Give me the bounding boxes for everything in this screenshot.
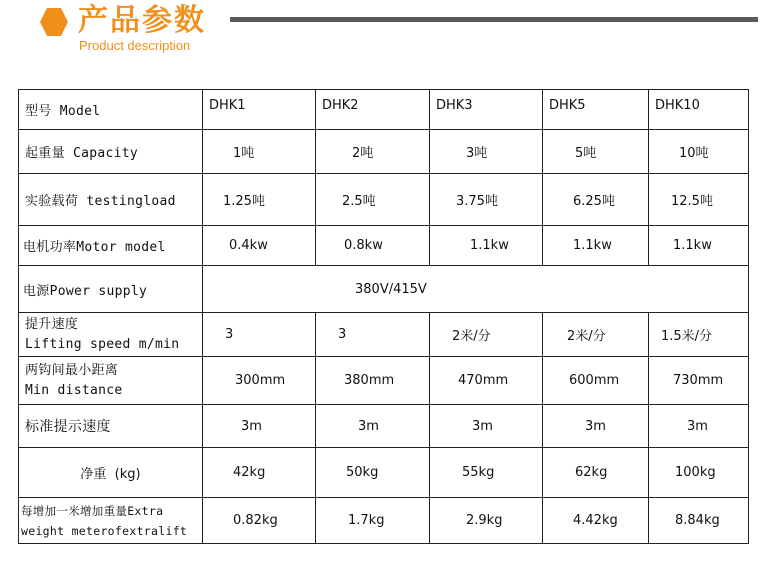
cell-motor-4: 1.1kw xyxy=(543,226,649,266)
label-extraweight-line2: weight meterofextralift xyxy=(21,523,188,538)
label-model: 型号 Model xyxy=(19,90,203,130)
spec-table xyxy=(18,89,749,544)
cell-lifting-4: 2米/分 xyxy=(543,313,649,357)
cell-extraweight-3: 2.9kg xyxy=(430,498,543,544)
cell-lifting-5: 1.5米/分 xyxy=(649,313,749,357)
label-testload: 实验载荷 testingload xyxy=(19,174,203,226)
label-mindist-cn: 两钩间最小距离 xyxy=(25,362,119,378)
page-subtitle: Product description xyxy=(79,38,191,53)
cell-mindist-1: 300mm xyxy=(203,357,316,405)
cell-extraweight-5: 8.84kg xyxy=(649,498,749,544)
cell-motor-1: 0.4kw xyxy=(203,226,316,266)
label-stdlift: 标准提示速度 xyxy=(19,405,203,448)
table-row-testload xyxy=(19,174,749,226)
cell-power: 380V/415V xyxy=(203,266,749,313)
cell-netweight-2: 50kg xyxy=(316,448,430,498)
header-model-5: DHK10 xyxy=(649,90,749,130)
cell-stdlift-5: 3m xyxy=(649,405,749,448)
header-rule xyxy=(230,17,758,22)
label-mindist-en: Min distance xyxy=(25,382,123,398)
label-extraweight xyxy=(19,498,203,544)
label-mindist xyxy=(19,357,203,405)
cell-mindist-2: 380mm xyxy=(316,357,430,405)
cell-lifting-2: 3 xyxy=(316,313,430,357)
label-netweight: 净重 (kg) xyxy=(19,448,203,498)
label-motor: 电机功率Motor model xyxy=(19,226,203,266)
label-lifting xyxy=(19,313,203,357)
cell-testload-4: 6.25吨 xyxy=(543,174,649,226)
header-model-1: DHK1 xyxy=(203,90,316,130)
cell-motor-3: 1.1kw xyxy=(430,226,543,266)
cell-capacity-1: 1吨 xyxy=(203,130,316,174)
table-row-stdlift xyxy=(19,405,749,448)
label-capacity: 起重量 Capacity xyxy=(19,130,203,174)
table-row-model xyxy=(19,90,749,130)
hexagon-icon xyxy=(40,8,68,36)
table-row-mindist xyxy=(19,357,749,405)
cell-mindist-5: 730mm xyxy=(649,357,749,405)
cell-capacity-3: 3吨 xyxy=(430,130,543,174)
header-model-4: DHK5 xyxy=(543,90,649,130)
table-row-extraweight xyxy=(19,498,749,544)
cell-extraweight-4: 4.42kg xyxy=(543,498,649,544)
cell-extraweight-1: 0.82kg xyxy=(203,498,316,544)
cell-lifting-1: 3 xyxy=(203,313,316,357)
table-row-motor xyxy=(19,226,749,266)
header-model-2: DHK2 xyxy=(316,90,430,130)
cell-testload-5: 12.5吨 xyxy=(649,174,749,226)
cell-netweight-1: 42kg xyxy=(203,448,316,498)
cell-motor-2: 0.8kw xyxy=(316,226,430,266)
table-row-netweight xyxy=(19,448,749,498)
cell-testload-1: 1.25吨 xyxy=(203,174,316,226)
cell-motor-5: 1.1kw xyxy=(649,226,749,266)
label-power: 电源Power supply xyxy=(19,266,203,313)
cell-capacity-2: 2吨 xyxy=(316,130,430,174)
cell-stdlift-2: 3m xyxy=(316,405,430,448)
cell-netweight-5: 100kg xyxy=(649,448,749,498)
page-title: 产品参数 xyxy=(78,3,206,38)
cell-extraweight-2: 1.7kg xyxy=(316,498,430,544)
label-lifting-en: Lifting speed m/min xyxy=(25,336,180,352)
cell-netweight-4: 62kg xyxy=(543,448,649,498)
cell-lifting-3: 2米/分 xyxy=(430,313,543,357)
label-extraweight-line1: 每增加一米增加重量Extra xyxy=(21,503,164,518)
cell-stdlift-3: 3m xyxy=(430,405,543,448)
table-row-power xyxy=(19,266,749,313)
cell-stdlift-1: 3m xyxy=(203,405,316,448)
header-model-3: DHK3 xyxy=(430,90,543,130)
cell-mindist-4: 600mm xyxy=(543,357,649,405)
table-row-capacity xyxy=(19,130,749,174)
cell-stdlift-4: 3m xyxy=(543,405,649,448)
cell-mindist-3: 470mm xyxy=(430,357,543,405)
table-row-lifting xyxy=(19,313,749,357)
cell-testload-3: 3.75吨 xyxy=(430,174,543,226)
cell-netweight-3: 55kg xyxy=(430,448,543,498)
label-lifting-cn: 提升速度 xyxy=(25,316,79,332)
cell-capacity-4: 5吨 xyxy=(543,130,649,174)
cell-capacity-5: 10吨 xyxy=(649,130,749,174)
cell-testload-2: 2.5吨 xyxy=(316,174,430,226)
